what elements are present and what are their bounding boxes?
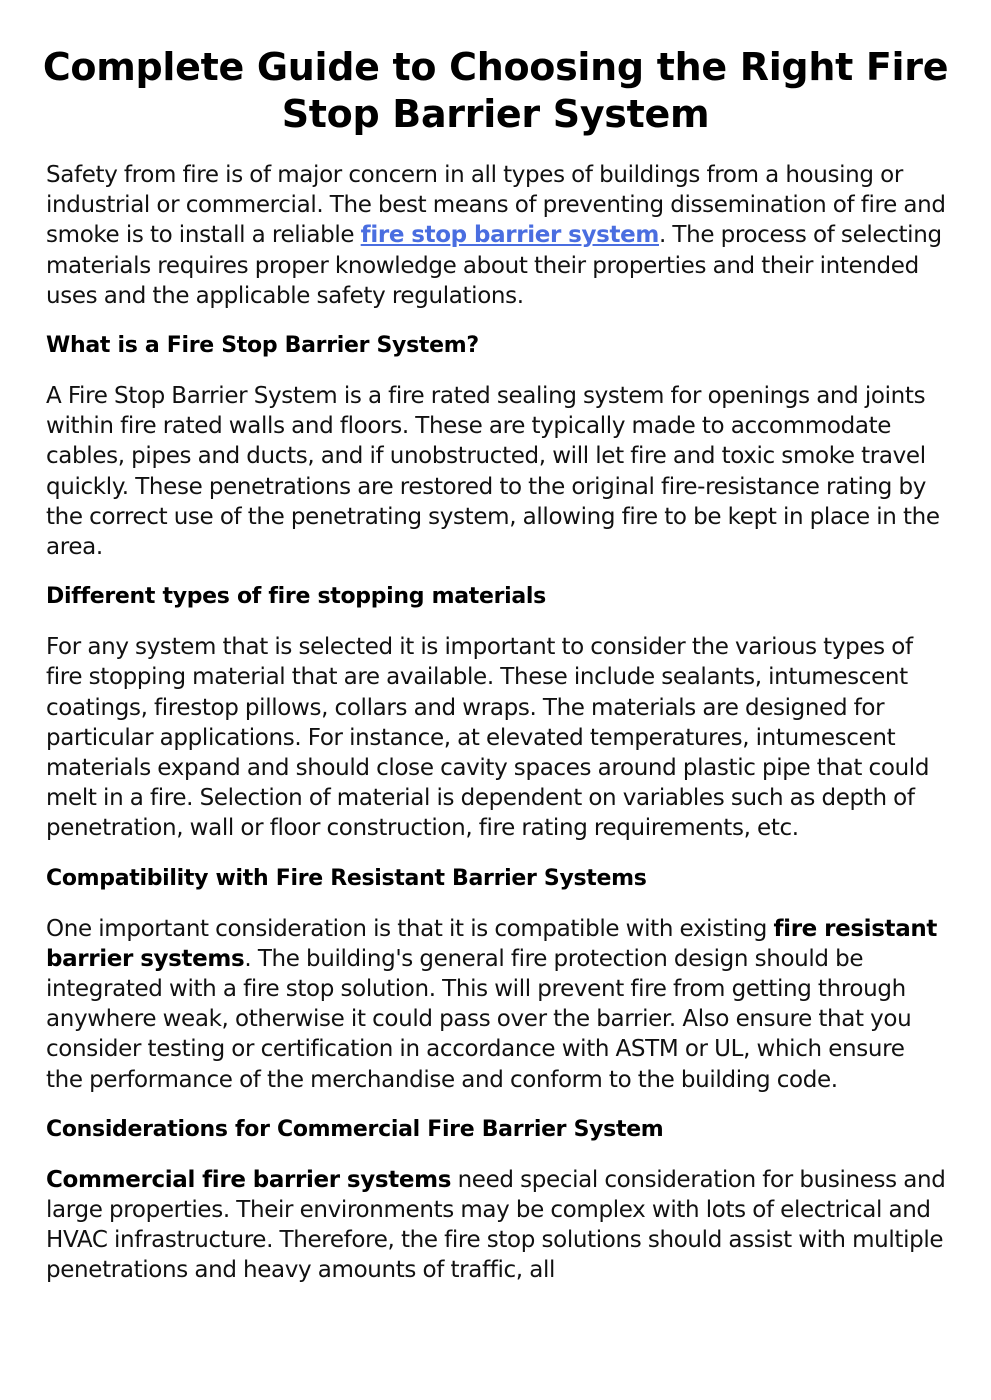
commercial-text-after: need special consideration for business and large properties. Their environments may be complex with lots of electrical and HVAC infrastructure. Therefore, the fire stop solutions should assist with multiple penetrations and heavy amounts of traffic, all bbox=[46, 1166, 946, 1284]
section-heading-materials: Different types of fire stopping materials bbox=[46, 584, 546, 610]
section-heading-commercial: Considerations for Commercial Fire Barrier System bbox=[46, 1116, 664, 1142]
commercial-bold-term: Commercial fire barrier systems bbox=[46, 1166, 452, 1193]
intro-paragraph bbox=[46, 160, 946, 311]
fire-stop-barrier-system-link[interactable]: fire stop barrier system bbox=[360, 222, 659, 249]
intro-text-after-link: . The process of selecting materials requires proper knowledge about their properties and their intended uses and the applicable safety regulations. bbox=[46, 222, 942, 309]
section-heading-what-is: What is a Fire Stop Barrier System? bbox=[46, 333, 479, 359]
section-heading-compatibility: Compatibility with Fire Resistant Barrier Systems bbox=[46, 865, 647, 891]
section-paragraph-what-is: A Fire Stop Barrier System is a fire rated sealing system for openings and joints within fire rated walls and floors. These are typically made to accommodate cables, pipes and ducts, and if unobstructed, will let fire and toxic smoke travel quickly. These penetrations are restored to the original fire-resistance rating by the correct use of the penetrating system, allowing fire to be kept in place in the area. bbox=[46, 383, 940, 561]
compatibility-text-before: One important consideration is that it is compatible with existing bbox=[46, 915, 774, 942]
intro-text-before-link: Safety from fire is of major concern in all types of buildings from a housing or industrial or commercial. The best means of preventing dissemination of fire and smoke is to install a reliable bbox=[46, 162, 946, 249]
section-paragraph-materials: For any system that is selected it is important to consider the various types of fire stopping material that are available. These include sealants, intumescent coatings, firestop pillows, collars and wraps. The materials are designed for particular applications. For instance, at elevated temperatures, intumescent materials expand and should close cavity spaces around plastic pipe that could melt in a fire. Selection of material is dependent on variables such as depth of penetration, wall or floor construction, fire rating requirements, etc. bbox=[46, 634, 930, 842]
section-paragraph-commercial bbox=[46, 1165, 946, 1286]
compatibility-bold-term: fire resistant barrier systems bbox=[46, 915, 938, 972]
section-paragraph-compatibility bbox=[46, 914, 946, 1095]
article-body bbox=[46, 160, 946, 1306]
compatibility-text-after: . The building's general fire protection design should be integrated with a fire stop solution. This will prevent fire from getting through anywhere weak, otherwise it could pass over the barrier. Also ensure that you consider testing or certification in accordance with ASTM or UL, which ensure the performance of the merchandise and conform to the building code. bbox=[46, 945, 912, 1093]
page-title: Complete Guide to Choosing the Right Fire Stop Barrier System bbox=[42, 45, 949, 136]
